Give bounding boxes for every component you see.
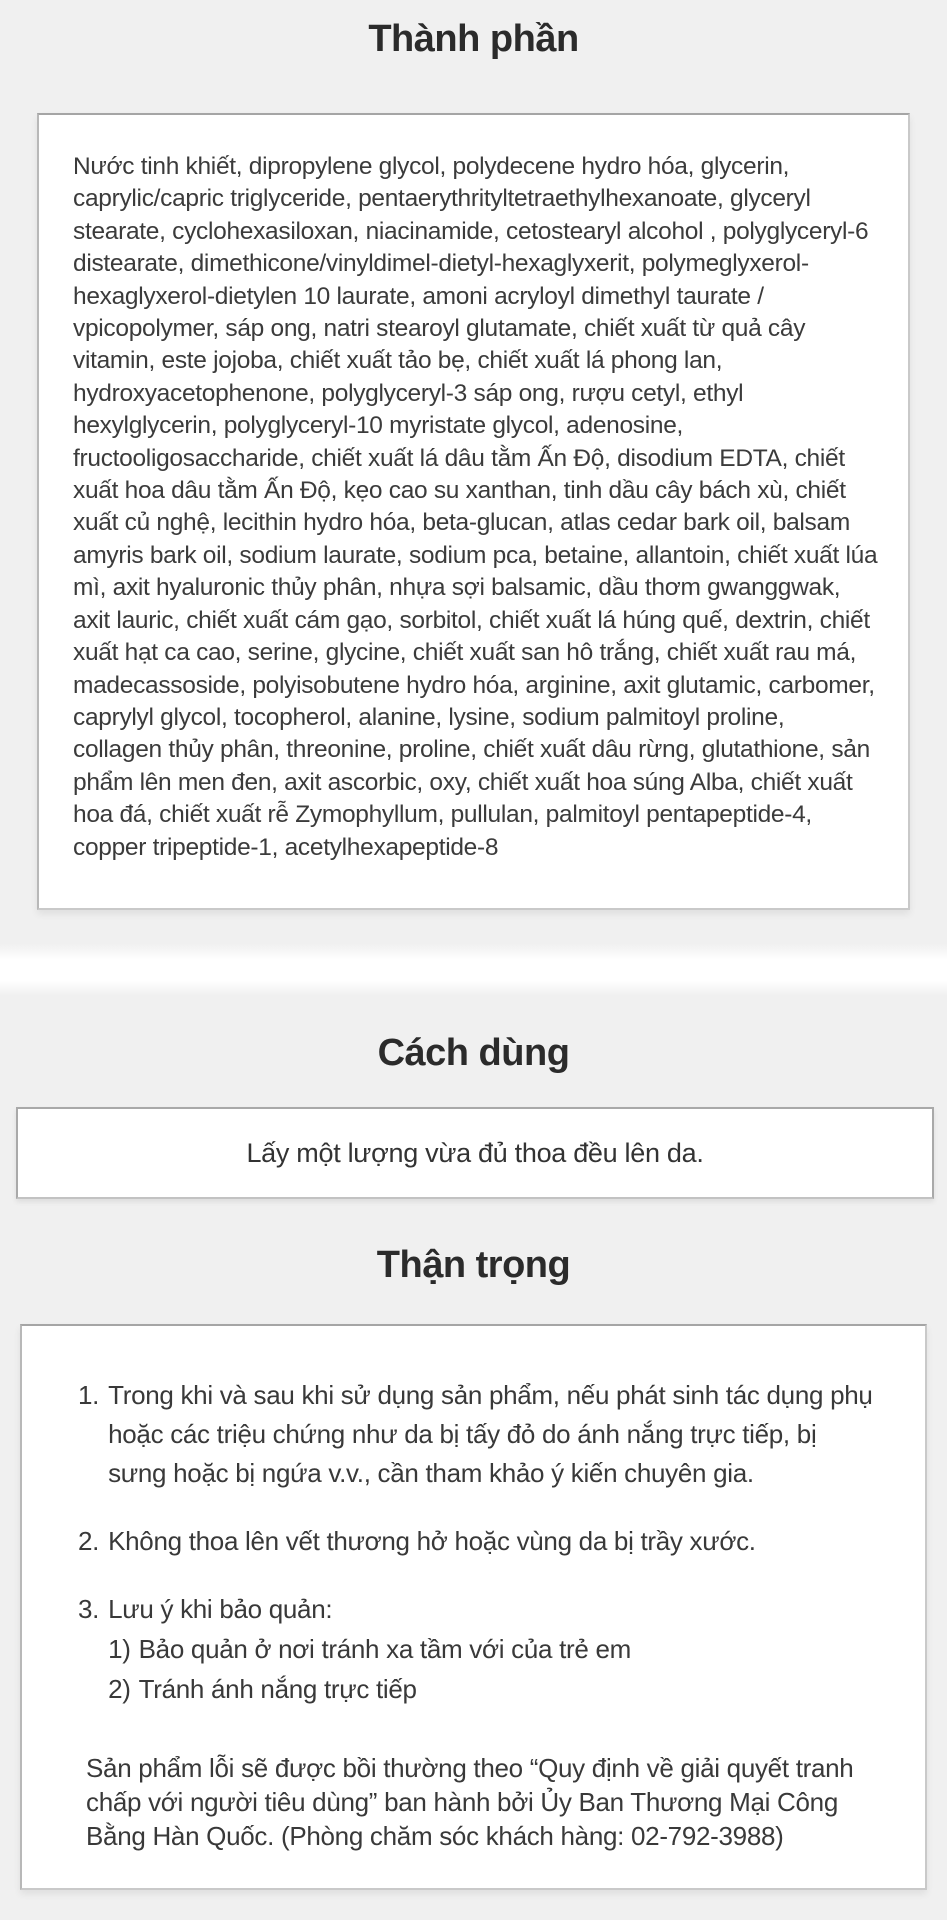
caution-item-3-number: 3. <box>78 1594 100 1624</box>
compensation-note: Sản phẩm lỗi sẽ được bồi thường theo “Quy định về giải quyết tranh chấp với người tiêu dùng” ban hành bởi Ủy Ban Thương Mại Công Bằng Hàn Quốc. (Phòng chăm sóc khách hàng: 02-792-3988) <box>86 1753 854 1851</box>
caution-card <box>20 1324 927 1890</box>
caution-item-3-text <box>108 1590 881 1709</box>
ingredients-card <box>37 113 910 910</box>
usage-instruction-text: Lấy một lượng vừa đủ thoa đều lên da. <box>246 1137 704 1168</box>
caution-subitem-1-text: Bảo quản ở nơi tránh xa tầm với của trẻ em <box>138 1634 631 1664</box>
ingredients-section-title: Thành phần <box>368 18 579 60</box>
caution-item-3 <box>78 1590 881 1709</box>
caution-item-1-text: Trong khi và sau khi sử dụng sản phẩm, nếu phát sinh tác dụng phụ hoặc các triệu chứng như da bị tấy đỏ do ánh nắng trực tiếp, bị sưng hoặc bị ngứa v.v., cần tham khảo ý kiến chuyên gia. <box>108 1380 873 1488</box>
caution-item-2-number: 2. <box>78 1526 100 1556</box>
caution-section-title: Thận trọng <box>376 1244 571 1286</box>
caution-item-1 <box>78 1376 881 1493</box>
caution-item-3-label: Lưu ý khi bảo quản: <box>108 1594 333 1624</box>
usage-instruction-box <box>16 1107 934 1199</box>
caution-subitem-2 <box>108 1669 881 1709</box>
usage-section-title: Cách dùng <box>377 1032 570 1074</box>
caution-item-1-number: 1. <box>78 1380 100 1410</box>
caution-subitem-2-number: 2) <box>108 1674 131 1704</box>
caution-item-2 <box>78 1522 881 1561</box>
ingredients-text: Nước tinh khiết, dipropylene glycol, polydecene hydro hóa, glycerin, caprylic/capric triglyceride, pentaerythrityltetraethylhexanoate, glyceryl stearate, cyclohexasiloxan, niacinamide, cetostearyl alcohol , polyglyceryl-6 distearate, dimethicone/vinyldimel-dietyl-hexaglyxerit, polymeglyxerol-hexaglyxerol-dietylen 10 laurate, amoni acryloyl dimethyl taurate / vpicopolymer, sáp ong, natri stearoyl glutamate, chiết xuất từ quả cây vitamin, este jojoba, chiết xuất tảo bẹ, chiết xuất lá phong lan, hydroxyacetophenone, polyglyceryl-3 sáp ong, rượu cetyl, ethyl hexylglycerin, polyglyceryl-10 myristate glycol, adenosine, fructooligosaccharide, chiết xuất lá dâu tằm Ấn Độ, disodium EDTA, chiết xuất hoa dâu tằm Ấn Độ, kẹo cao su xanthan, tinh dầu cây bách xù, chiết xuất củ nghệ, lecithin hydro hóa, beta-glucan, atlas cedar bark oil, balsam amyris bark oil, sodium laurate, sodium pca, betaine, allantoin, chiết xuất lúa mì, axit hyaluronic thủy phân, nhựa sợi balsamic, dầu thơm gwanggwak, axit lauric, chiết xuất cám gạo, sorbitol, chiết xuất lá húng quế, dextrin, chiết xuất hạt ca cao, serine, glycine, chiết xuất san hô trắng, chiết xuất rau má, madecassoside, polyisobutene hydro hóa, arginine, axit glutamic, carbomer, caprylyl glycol, tocopherol, alanine, lysine, sodium palmitoyl proline, collagen thủy phân, threonine, proline, chiết xuất dâu rừng, glutathione, sản phẩm lên men đen, axit ascorbic, oxy, chiết xuất hoa súng Alba, chiết xuất hoa đá, chiết xuất rễ Zymophyllum, pullulan, palmitoyl pentapeptide-4, copper tripeptide-1, acetylhexapeptide-8 <box>73 153 878 861</box>
section-divider-band <box>0 944 947 996</box>
caution-item-2-text: Không thoa lên vết thương hở hoặc vùng da bị trầy xước. <box>108 1526 756 1556</box>
caution-subitem-1 <box>108 1629 881 1669</box>
caution-subitem-1-number: 1) <box>108 1634 131 1664</box>
caution-subitem-2-text: Tránh ánh nắng trực tiếp <box>138 1674 417 1704</box>
